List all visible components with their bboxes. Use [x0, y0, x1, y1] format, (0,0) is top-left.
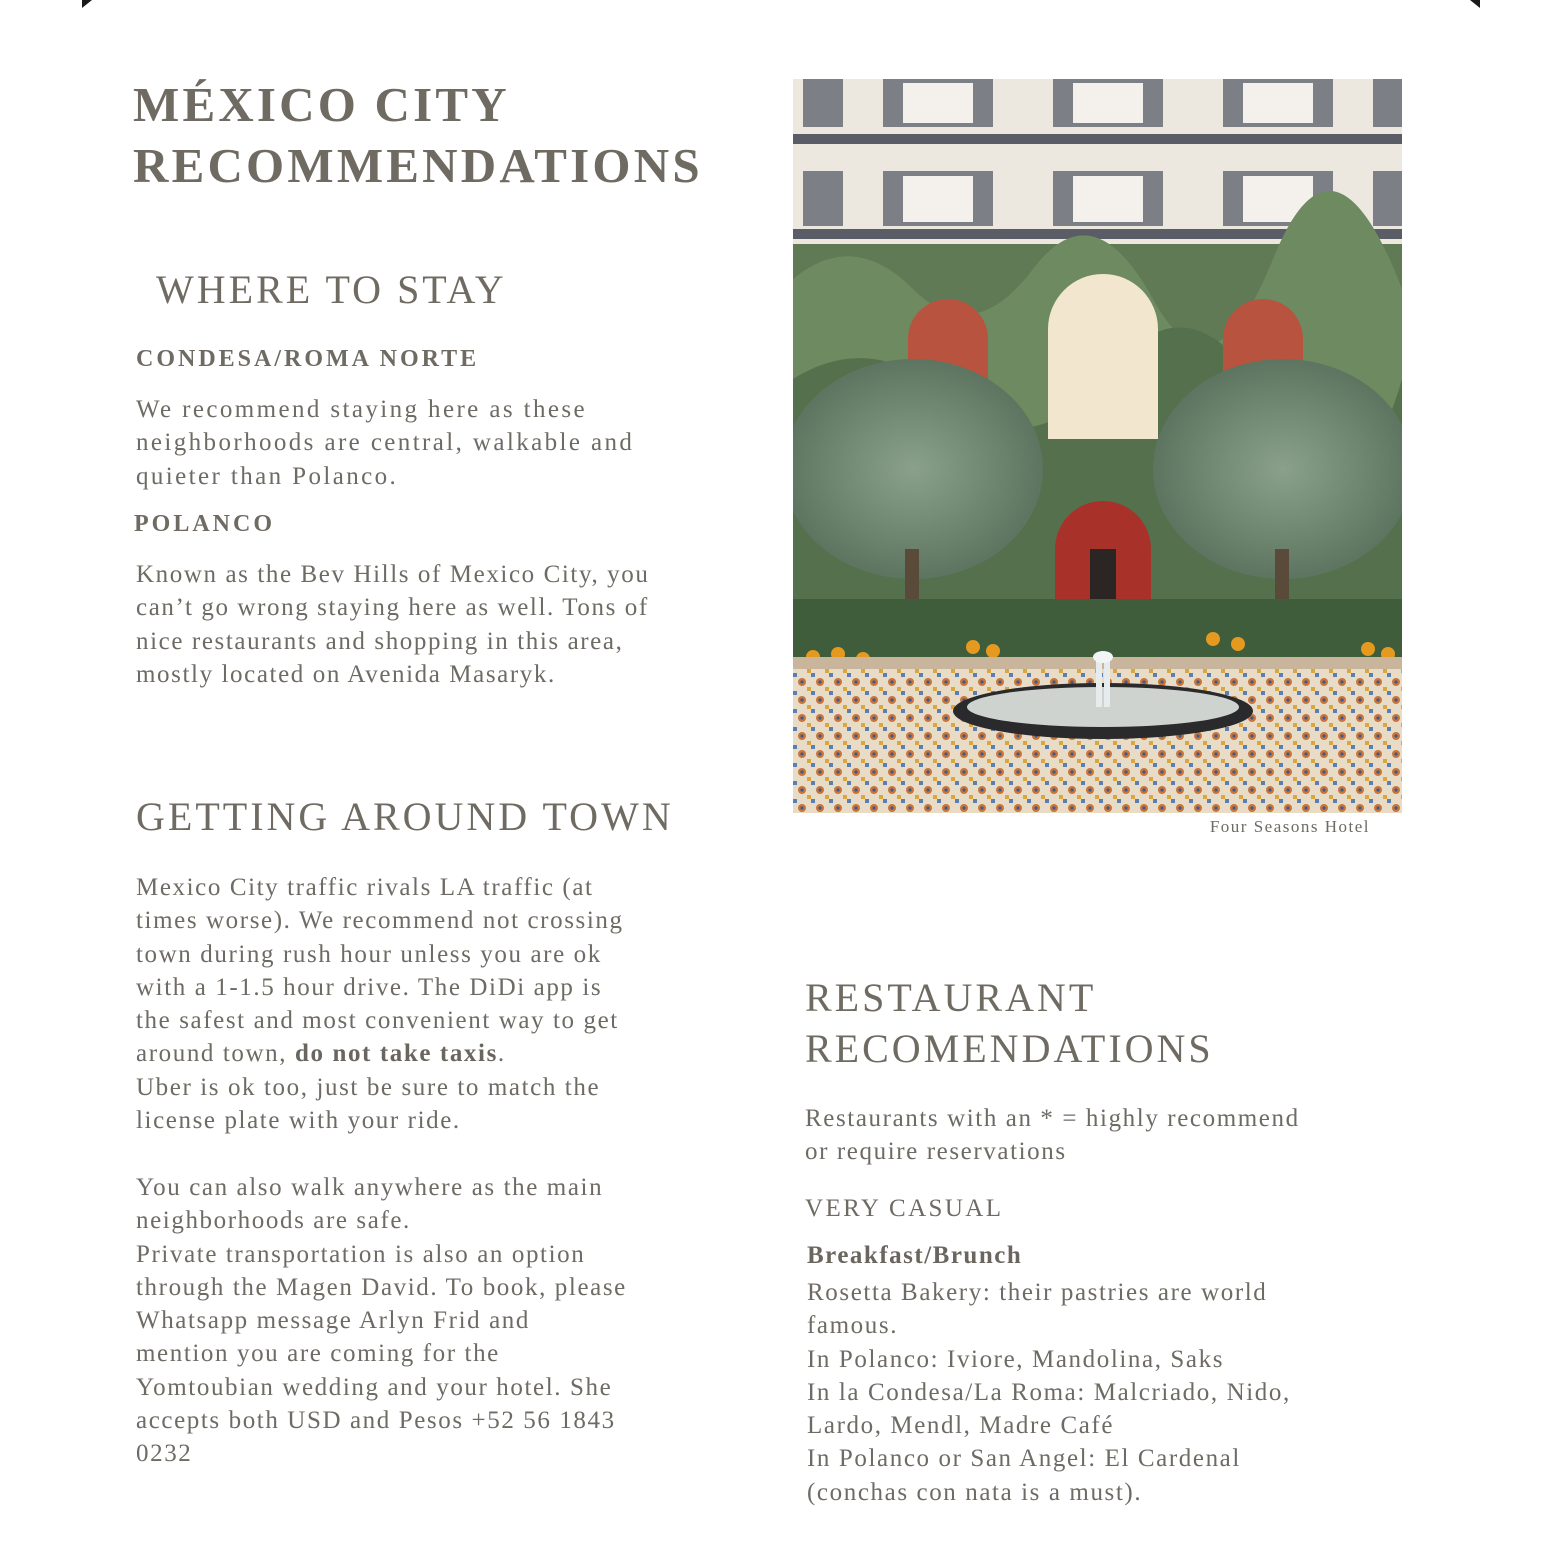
condesa-text: We recommend staying here as these neighborhoods are central, walkable and quieter than Polanco. — [136, 396, 635, 490]
where-to-stay-heading: WHERE TO STAY — [156, 267, 507, 312]
restaurants-heading — [805, 972, 1214, 1074]
no-taxis-warning: do not take taxis — [294, 1040, 498, 1068]
polanco-text: Known as the Bev Hills of Mexico City, you can’t go wrong staying here as well. Tons of nice restaurants and shopping in this area, mostly located on Avenida Masaryk. — [136, 561, 650, 688]
getting-around-text-1 — [136, 871, 756, 1137]
breakfast-list: Rosetta Bakery: their pastries are world famous. In Polanco: Iviore, Mandolina, Saks In la Condesa/La Roma: Malcriado, Nido, Lardo, Mendl, Madre Café In Polanco or San Angel: El Cardenal (conchas con nata is a must). — [807, 1279, 1291, 1506]
getting-around-text-2: You can also walk anywhere as the main neighborhoods are safe. Private transportation is also an option through the Magen David. To book, please Whatsapp message Arlyn Frid and mention you are coming for the Yomtoubian wedding and your hotel. She accepts both USD and Pesos +52 56 1843 0232 — [136, 1174, 627, 1468]
restaurants-note: Restaurants with an * = highly recommend or require reservations — [805, 1105, 1300, 1166]
page-corner-right — [1470, 0, 1480, 8]
getting-around-text-1a: Mexico City traffic rivals LA traffic (at times worse). We recommend not crossing town during rush hour unless you are ok with a 1-1.5 hour drive. The DiDi app is the safest and most convenient way to get around town, — [136, 874, 624, 1068]
photo-caption: Four Seasons Hotel — [1209, 817, 1370, 836]
hotel-courtyard-photo — [793, 79, 1402, 813]
restaurants-category: VERY CASUAL — [805, 1195, 1004, 1222]
page-title — [133, 74, 753, 196]
getting-around-heading: GETTING AROUND TOWN — [136, 794, 674, 839]
page-title-line1: MÉXICO CITY — [133, 77, 510, 132]
restaurants-heading-line1: RESTAURANT — [805, 975, 1097, 1020]
page-title-line2: RECOMMENDATIONS — [133, 138, 703, 193]
restaurants-heading-line2: RECOMENDATIONS — [805, 1026, 1214, 1071]
page-corner-left — [82, 0, 92, 8]
polanco-heading: POLANCO — [134, 511, 275, 537]
breakfast-subheading: Breakfast/Brunch — [807, 1242, 1023, 1269]
condesa-heading: CONDESA/ROMA NORTE — [136, 346, 480, 372]
getting-around-text-1b: . Uber is ok too, just be sure to match the license plate with your ride. — [136, 1040, 601, 1135]
hotel-courtyard-illustration — [793, 79, 1402, 813]
